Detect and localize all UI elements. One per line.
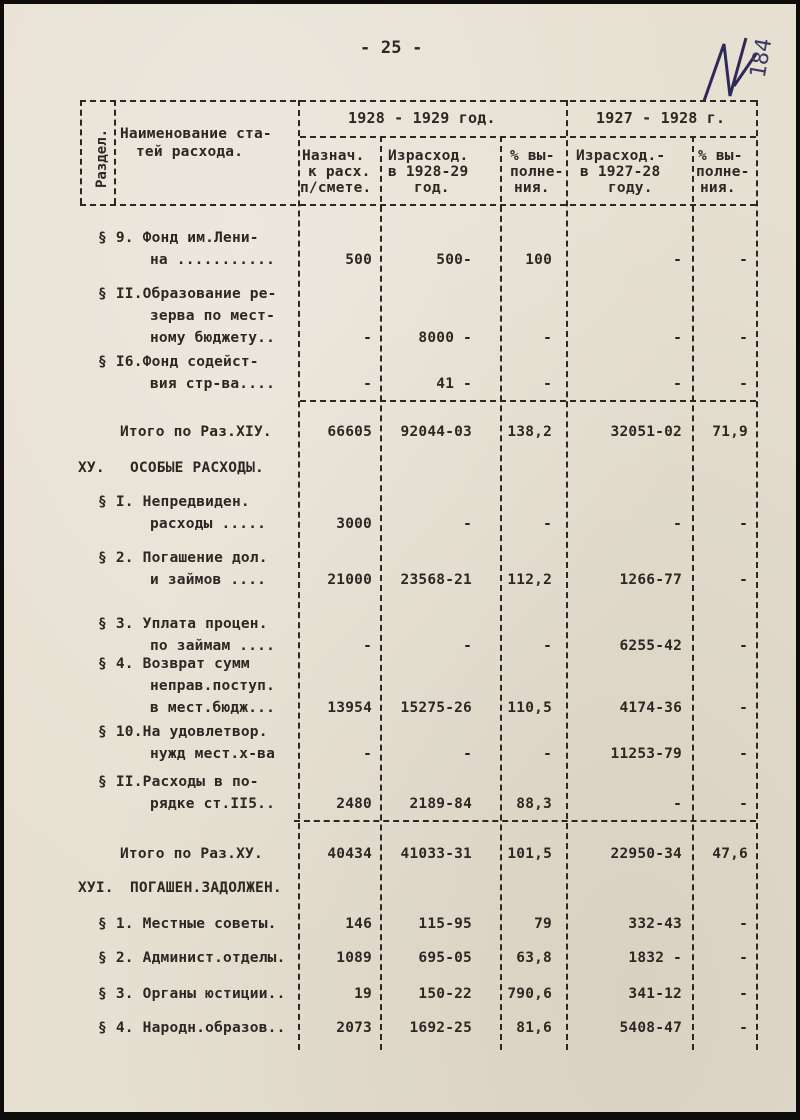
row-pct27-value: - (739, 746, 748, 762)
header-bottom-rule (80, 204, 756, 206)
row-assigned-value: 13954 (327, 700, 372, 716)
row-pct27-value: - (739, 700, 748, 716)
row-pct-value: - (543, 746, 552, 762)
row-assigned-value: 21000 (327, 572, 372, 588)
row-name-line: расходы ..... (150, 516, 267, 532)
row-pct27-value: - (739, 950, 748, 966)
row-name-line: § 4. Возврат сумм (98, 656, 250, 672)
row-section-number: ХУI. (78, 880, 114, 896)
row-name-line: в мест.бюдж... (150, 700, 276, 716)
row-assigned-value: - (363, 376, 372, 392)
row-pct-value: 100 (525, 252, 552, 268)
row-name-line: § 2. Админист.отделы. (98, 950, 286, 966)
row-section-number: ХУ. (78, 460, 105, 476)
subtotal-rule-1 (300, 400, 756, 402)
row-pct27-value: - (739, 572, 748, 588)
row-name-line: § I. Непредвиден. (98, 494, 250, 510)
row-assigned-value: - (363, 746, 372, 762)
row-name-line: § 1. Местные советы. (98, 916, 277, 932)
archive-stamp-mark (694, 26, 784, 116)
header-spent-2: в 1928-29 (388, 164, 469, 180)
col-divider-pct27 (692, 136, 694, 1050)
header-pct-3: ния. (514, 180, 550, 196)
row-spent-value: 500- (436, 252, 472, 268)
header-period-1928: 1928 - 1929 год. (348, 109, 496, 127)
row-spent-value: 695-05 (418, 950, 472, 966)
row-assigned-value: - (363, 330, 372, 346)
row-pct27-value: - (739, 516, 748, 532)
row-spent27-value: - (673, 516, 682, 532)
row-pct27-value: 71,9 (712, 424, 748, 440)
row-name-line: по займам .... (150, 638, 276, 654)
row-spent-value: 92044-03 (400, 424, 472, 440)
row-spent27-value: - (673, 796, 682, 812)
header-pct27-1: % вы- (698, 148, 743, 164)
row-spent-value: - (463, 746, 472, 762)
row-spent27-value: - (673, 252, 682, 268)
row-spent-value: 15275-26 (400, 700, 472, 716)
row-spent27-value: 341-12 (628, 986, 682, 1002)
row-spent-value: 8000 - (418, 330, 472, 346)
page-number: - 25 - (360, 38, 423, 58)
header-name-line2: тей расхода. (136, 144, 244, 160)
row-name-line: § I6.Фонд содейст- (98, 354, 259, 370)
row-spent-value: 41 - (436, 376, 472, 392)
row-assigned-value: 3000 (336, 516, 372, 532)
archive-number: 184 (745, 36, 778, 80)
row-spent27-value: 6255-42 (619, 638, 682, 654)
header-pct-1: % вы- (510, 148, 555, 164)
row-name-line: § 4. Народн.образов.. (98, 1020, 286, 1036)
subtotal-rule-2 (294, 820, 756, 822)
row-assigned-value: 19 (354, 986, 372, 1002)
header-name-line1: Наименование ста- (120, 126, 272, 142)
row-pct-value: 101,5 (507, 846, 552, 862)
row-pct27-value: - (739, 252, 748, 268)
row-pct27-value: - (739, 916, 748, 932)
row-spent27-value: - (673, 376, 682, 392)
header-period-rule (300, 136, 756, 138)
col-divider-right (756, 100, 758, 1050)
row-spent-value: - (463, 638, 472, 654)
col-divider-pct (500, 136, 502, 1050)
row-spent27-value: 5408-47 (619, 1020, 682, 1036)
row-name-line: зерва по мест- (150, 308, 276, 324)
row-pct27-value: - (739, 1020, 748, 1036)
row-name-line: ОСОБЫЕ РАСХОДЫ. (130, 460, 264, 476)
row-spent-value: 1692-25 (409, 1020, 472, 1036)
header-spent-1: Израсход. (388, 148, 469, 164)
document-page (4, 4, 796, 1112)
row-pct-value: 88,3 (516, 796, 552, 812)
row-name-line: рядке ст.II5.. (150, 796, 276, 812)
row-spent27-value: 332-43 (628, 916, 682, 932)
header-assigned-3: п/смете. (300, 180, 372, 196)
row-assigned-value: 500 (345, 252, 372, 268)
row-name-line: § II.Образование ре- (98, 286, 277, 302)
col-divider-spent27 (566, 100, 568, 1050)
col-divider-assigned (298, 100, 300, 1050)
row-pct27-value: - (739, 638, 748, 654)
row-name-line: и займов .... (150, 572, 267, 588)
row-name-line: нужд мест.х-ва (150, 746, 276, 762)
section-column-header (86, 110, 116, 192)
row-pct-value: 79 (534, 916, 552, 932)
row-name-line: § 2. Погашение дол. (98, 550, 268, 566)
row-name-line: § II.Расходы в по- (98, 774, 259, 790)
row-spent27-value: 1832 - (628, 950, 682, 966)
row-spent-value: 23568-21 (400, 572, 472, 588)
col-divider-spent (380, 136, 382, 1050)
row-name-line: § 9. Фонд им.Лени- (98, 230, 259, 246)
row-pct-value: 790,6 (507, 986, 552, 1002)
header-spent27-1: Израсход.- (576, 148, 666, 164)
header-spent-3: год. (414, 180, 450, 196)
row-spent-value: 115-95 (418, 916, 472, 932)
row-name-line: § 3. Органы юстиции.. (98, 986, 286, 1002)
row-assigned-value: 146 (345, 916, 372, 932)
header-period-1927: 1927 - 1928 г. (596, 109, 726, 127)
header-spent27-3: году. (608, 180, 653, 196)
row-spent-value: 2189-84 (409, 796, 472, 812)
row-name-line: на ........... (150, 252, 276, 268)
header-assigned-2: к расх. (308, 164, 371, 180)
row-assigned-value: 66605 (327, 424, 372, 440)
row-assigned-value: 2480 (336, 796, 372, 812)
row-pct27-value: - (739, 796, 748, 812)
header-assigned-1: Назнач. (302, 148, 365, 164)
svg-text:Раздел.: Раздел. (94, 128, 110, 188)
row-name-line: неправ.поступ. (150, 678, 276, 694)
table-top-rule (80, 100, 756, 102)
row-pct-value: - (543, 330, 552, 346)
row-name-line: § 10.На удовлетвор. (98, 724, 268, 740)
row-pct27-value: - (739, 376, 748, 392)
row-assigned-value: - (363, 638, 372, 654)
row-spent27-value: 1266-77 (619, 572, 682, 588)
row-name-line: Итого по Раз.ХУ. (120, 846, 263, 862)
row-pct-value: 110,5 (507, 700, 552, 716)
row-name-line: Итого по Раз.XIУ. (120, 424, 272, 440)
row-spent-value: 150-22 (418, 986, 472, 1002)
row-spent27-value: - (673, 330, 682, 346)
row-spent27-value: 32051-02 (610, 424, 682, 440)
row-pct-value: 81,6 (516, 1020, 552, 1036)
row-pct27-value: - (739, 330, 748, 346)
col-divider-name (114, 100, 116, 204)
row-pct27-value: - (739, 986, 748, 1002)
row-spent27-value: 22950-34 (610, 846, 682, 862)
row-assigned-value: 1089 (336, 950, 372, 966)
header-pct-2: полне- (510, 164, 564, 180)
row-pct-value: 63,8 (516, 950, 552, 966)
header-pct27-2: полне- (696, 164, 750, 180)
row-spent-value: 41033-31 (400, 846, 472, 862)
row-pct-value: - (543, 516, 552, 532)
row-name-line: § 3. Уплата процен. (98, 616, 268, 632)
col-divider-section (80, 100, 82, 204)
row-assigned-value: 2073 (336, 1020, 372, 1036)
row-name-line: ному бюджету.. (150, 330, 276, 346)
row-pct-value: - (543, 638, 552, 654)
row-pct-value: - (543, 376, 552, 392)
row-pct27-value: 47,6 (712, 846, 748, 862)
row-spent-value: - (463, 516, 472, 532)
row-pct-value: 112,2 (507, 572, 552, 588)
row-pct-value: 138,2 (507, 424, 552, 440)
row-name-line: вия стр-ва.... (150, 376, 276, 392)
row-assigned-value: 40434 (327, 846, 372, 862)
header-spent27-2: в 1927-28 (580, 164, 661, 180)
row-name-line: ПОГАШЕН.ЗАДОЛЖЕН. (130, 880, 282, 896)
row-spent27-value: 11253-79 (610, 746, 682, 762)
row-spent27-value: 4174-36 (619, 700, 682, 716)
header-pct27-3: ния. (700, 180, 736, 196)
